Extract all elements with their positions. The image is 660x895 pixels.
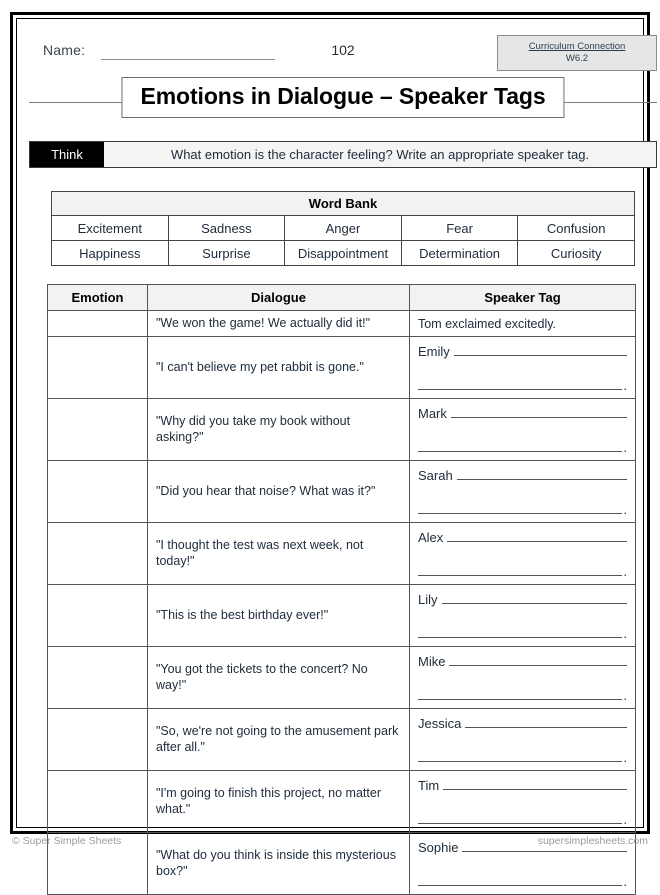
sentence-period: . <box>623 749 627 765</box>
write-in-line[interactable] <box>418 563 622 576</box>
emotion-answer-cell[interactable] <box>48 398 148 460</box>
speaker-tag-blank[interactable] <box>418 343 627 393</box>
speaker-name: Lily <box>418 591 438 607</box>
sentence-period: . <box>623 625 627 641</box>
speaker-tag-line-2 <box>418 563 627 579</box>
table-row <box>48 398 636 460</box>
speaker-tag-blank[interactable] <box>418 405 627 455</box>
speaker-name: Mark <box>418 405 447 421</box>
table-row <box>48 336 636 398</box>
emotion-answer-cell[interactable] <box>48 311 148 337</box>
speaker-tag-line-2 <box>418 749 627 765</box>
word-bank-cell[interactable]: Confusion <box>518 216 635 241</box>
page-title: Emotions in Dialogue – Speaker Tags <box>140 83 546 109</box>
speaker-tag-line-1 <box>418 653 627 669</box>
table-row <box>48 708 636 770</box>
speaker-tag-cell[interactable] <box>410 646 636 708</box>
dialogue-cell: "This is the best birthday ever!" <box>148 584 410 646</box>
write-in-line[interactable] <box>418 873 622 886</box>
speaker-tag-line-1 <box>418 405 627 421</box>
write-in-line[interactable] <box>418 811 622 824</box>
write-in-line[interactable] <box>418 625 622 638</box>
speaker-tag-line-2 <box>418 501 627 517</box>
dialogue-cell: "So, we're not going to the amusement park after all." <box>148 708 410 770</box>
table-row <box>48 584 636 646</box>
speaker-tag-line-2 <box>418 625 627 641</box>
speaker-tag-cell[interactable] <box>410 770 636 832</box>
write-in-line[interactable] <box>418 687 622 700</box>
speaker-tag-line-1 <box>418 715 627 731</box>
speaker-name: Sarah <box>418 467 453 483</box>
write-in-line[interactable] <box>418 377 622 390</box>
speaker-tag-line-1 <box>418 467 627 483</box>
dialogue-cell: "I thought the test was next week, not today!" <box>148 522 410 584</box>
word-bank-header-row <box>52 192 635 216</box>
emotion-answer-cell[interactable] <box>48 460 148 522</box>
sentence-period: . <box>623 811 627 827</box>
sentence-period: . <box>623 687 627 703</box>
speaker-tag-line-2 <box>418 687 627 703</box>
emotion-answer-cell[interactable] <box>48 336 148 398</box>
word-bank-cell[interactable]: Curiosity <box>518 241 635 266</box>
speaker-tag-cell[interactable] <box>410 311 636 337</box>
write-in-line[interactable] <box>454 343 627 356</box>
speaker-name: Emily <box>418 343 450 359</box>
speaker-tag-cell[interactable] <box>410 336 636 398</box>
table-row <box>48 770 636 832</box>
emotion-answer-cell[interactable] <box>48 584 148 646</box>
column-header-speaker-tag: Speaker Tag <box>410 285 636 311</box>
dialogue-exercise-table <box>47 284 636 895</box>
footer-website: supersimplesheets.com <box>537 835 648 847</box>
name-input-line[interactable] <box>101 59 275 60</box>
write-in-line[interactable] <box>447 529 627 542</box>
table-row <box>48 646 636 708</box>
speaker-tag-line-1 <box>418 529 627 545</box>
speaker-name: Alex <box>418 529 444 545</box>
page-number: 102 <box>331 42 355 58</box>
word-bank-cell[interactable]: Fear <box>401 216 518 241</box>
word-bank-table <box>51 191 635 266</box>
speaker-tag-cell[interactable] <box>410 522 636 584</box>
write-in-line[interactable] <box>443 777 627 790</box>
sentence-period: . <box>623 501 627 517</box>
name-label: Name: <box>43 42 86 58</box>
speaker-tag-line-1 <box>418 343 627 359</box>
emotion-answer-cell[interactable] <box>48 646 148 708</box>
speaker-name: Tim <box>418 777 440 793</box>
word-bank-cell[interactable]: Surprise <box>168 241 285 266</box>
dialogue-cell: "We won the game! We actually did it!" <box>148 311 410 337</box>
curriculum-connection-badge <box>497 35 657 71</box>
write-in-line[interactable] <box>449 653 627 666</box>
write-in-line[interactable] <box>418 749 622 762</box>
dialogue-cell: "I can't believe my pet rabbit is gone." <box>148 336 410 398</box>
page-title-box <box>121 77 564 118</box>
speaker-tag-blank[interactable] <box>418 467 627 517</box>
table-row <box>48 311 636 337</box>
speaker-tag-cell[interactable] <box>410 398 636 460</box>
word-bank-body <box>52 216 635 266</box>
curriculum-connection-label: Curriculum Connection <box>528 41 626 53</box>
write-in-line[interactable] <box>465 715 627 728</box>
write-in-line[interactable] <box>418 439 622 452</box>
dialogue-cell: "You got the tickets to the concert? No way!" <box>148 646 410 708</box>
sentence-period: . <box>623 439 627 455</box>
word-bank-cell[interactable]: Determination <box>401 241 518 266</box>
speaker-name: Mike <box>418 653 446 669</box>
word-bank-cell[interactable]: Excitement <box>52 216 169 241</box>
table-row <box>52 241 635 266</box>
speaker-tag-line-2 <box>418 439 627 455</box>
speaker-tag-cell[interactable] <box>410 708 636 770</box>
sentence-period: . <box>623 873 627 889</box>
dialogue-cell: "Why did you take my book without asking?" <box>148 398 410 460</box>
column-header-dialogue: Dialogue <box>148 285 410 311</box>
speaker-name: Sophie <box>418 839 459 855</box>
worksheet-header <box>29 33 657 77</box>
write-in-line[interactable] <box>457 467 627 480</box>
speaker-tag-cell[interactable] <box>410 584 636 646</box>
dialogue-cell: "What do you think is inside this mysterious box?" <box>148 832 410 894</box>
footer-copyright: © Super Simple Sheets <box>12 835 122 847</box>
table-row <box>52 216 635 241</box>
speaker-tag-example-answer: Tom exclaimed excitedly. <box>418 316 557 331</box>
instruction-text: What emotion is the character feeling? Write an appropriate speaker tag. <box>104 142 656 167</box>
think-label: Think <box>30 142 104 167</box>
sentence-period: . <box>623 563 627 579</box>
table-row <box>48 460 636 522</box>
emotion-answer-cell[interactable] <box>48 522 148 584</box>
page-footer <box>12 832 648 850</box>
title-band <box>29 77 657 127</box>
table-row <box>48 522 636 584</box>
speaker-tag-line-2 <box>418 811 627 827</box>
write-in-line[interactable] <box>451 405 627 418</box>
word-bank-cell[interactable]: Disappointment <box>285 241 402 266</box>
emotion-answer-cell[interactable] <box>48 770 148 832</box>
exercise-header-row <box>48 285 636 311</box>
worksheet-content <box>29 33 657 889</box>
speaker-name: Jessica <box>418 715 462 731</box>
sentence-period: . <box>623 377 627 393</box>
speaker-tag-blank[interactable] <box>418 529 627 579</box>
emotion-answer-cell[interactable] <box>48 708 148 770</box>
speaker-tag-line-1 <box>418 777 627 793</box>
write-in-line[interactable] <box>442 591 627 604</box>
dialogue-cell: "Did you hear that noise? What was it?" <box>148 460 410 522</box>
word-bank-cell[interactable]: Anger <box>285 216 402 241</box>
write-in-line[interactable] <box>418 501 622 514</box>
word-bank-heading: Word Bank <box>52 192 635 216</box>
speaker-tag-blank[interactable] <box>418 715 627 765</box>
column-header-emotion: Emotion <box>48 285 148 311</box>
curriculum-connection-code: W6.2 <box>565 53 589 64</box>
speaker-tag-blank[interactable] <box>418 591 627 641</box>
speaker-tag-line-2 <box>418 377 627 393</box>
instruction-bar <box>29 141 657 168</box>
word-bank-cell[interactable]: Sadness <box>168 216 285 241</box>
speaker-tag-blank[interactable] <box>418 653 627 703</box>
word-bank-cell[interactable]: Happiness <box>52 241 169 266</box>
speaker-tag-line-1 <box>418 591 627 607</box>
dialogue-cell: "I'm going to finish this project, no matter what." <box>148 770 410 832</box>
exercise-body <box>48 311 636 895</box>
speaker-tag-line-2 <box>418 873 627 889</box>
speaker-tag-blank[interactable] <box>418 777 627 827</box>
speaker-tag-cell[interactable] <box>410 460 636 522</box>
